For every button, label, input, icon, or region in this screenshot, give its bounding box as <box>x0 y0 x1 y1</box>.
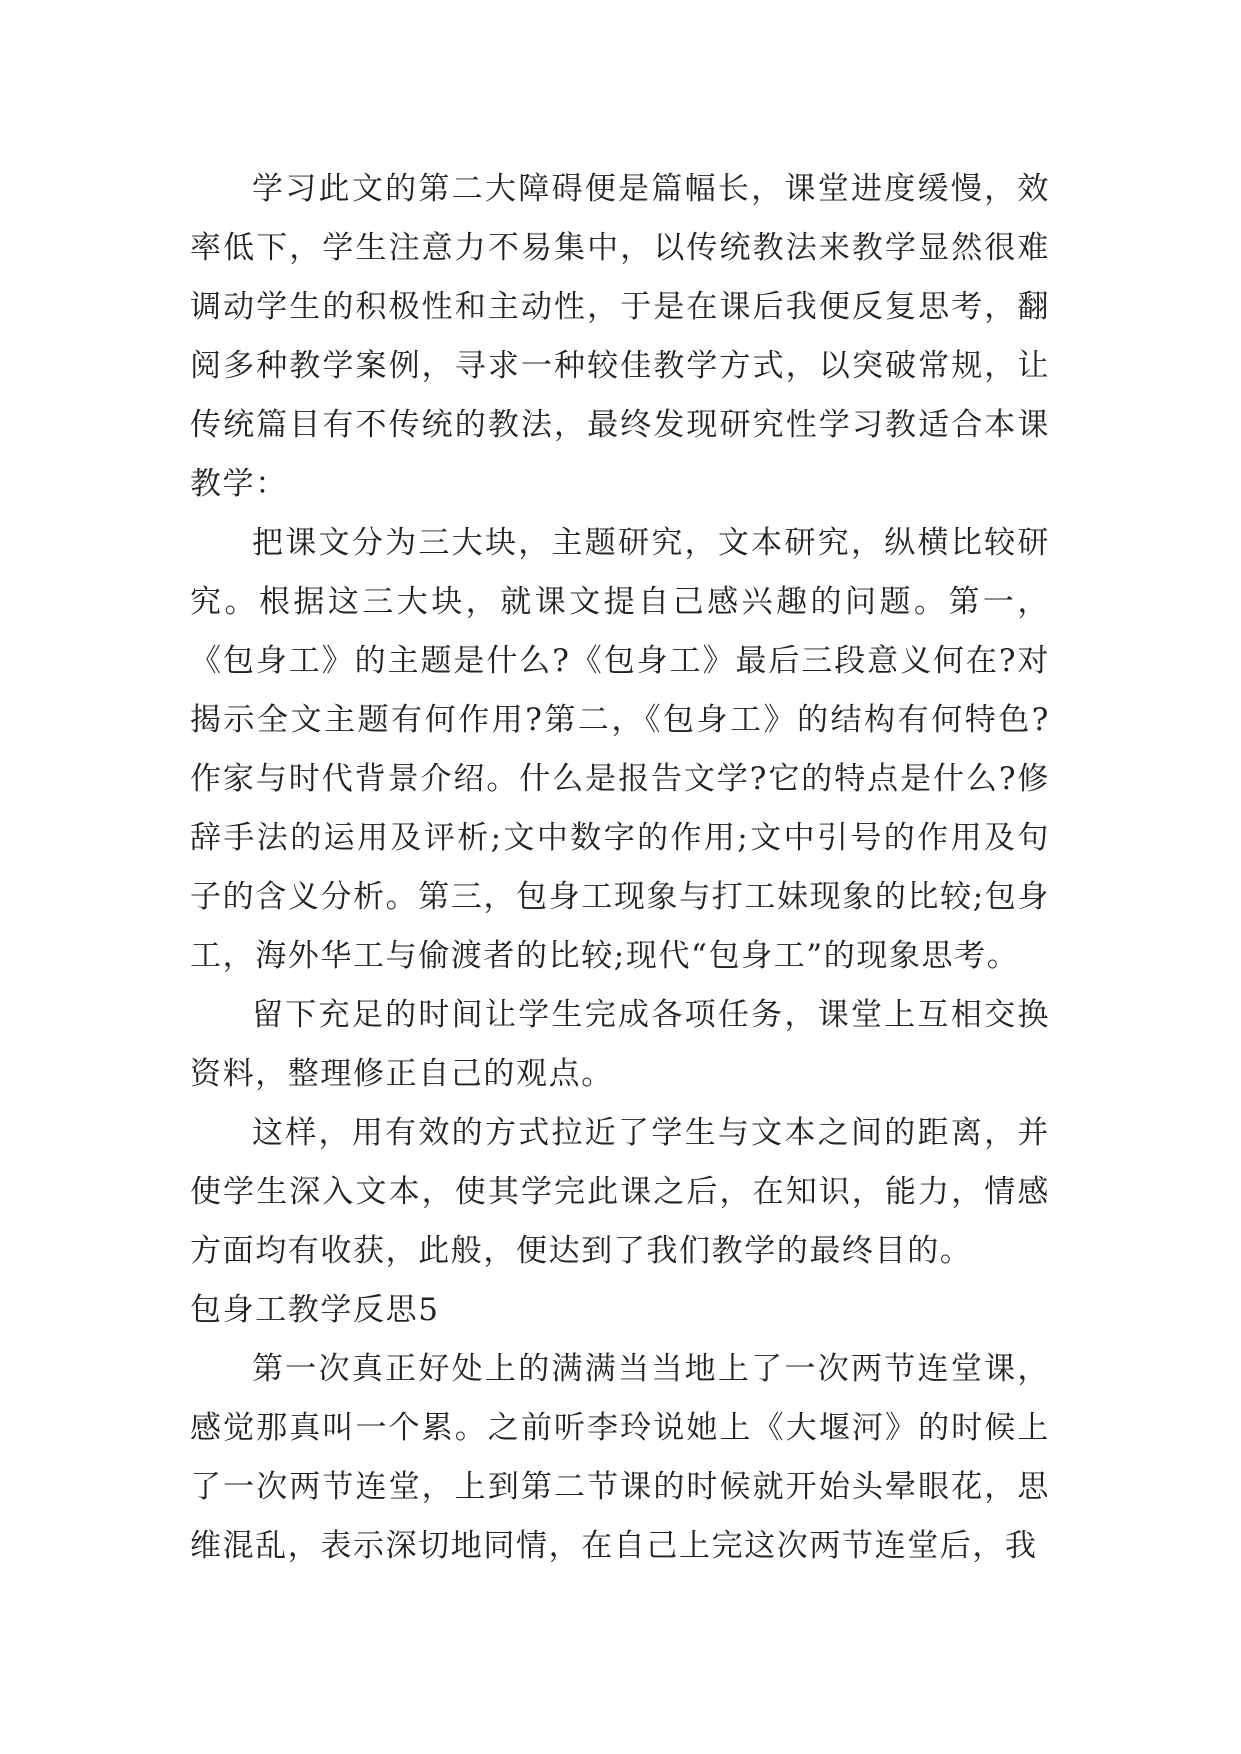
paragraph: 留下充足的时间让学生完成各项任务，课堂上互相交换资料，整理修正自己的观点。 <box>190 997 1050 1092</box>
paragraph: 第一次真正好处上的满满当当地上了一次两节连堂课，感觉那真叫一个累。之前听李玲说她上《大堰河》的时候上了一次两节连堂，上到第二节课的时候就开始头晕眼花，思维混乱，表示深切地同情，在自己上完这次两节连堂后，我 <box>190 1351 1050 1564</box>
paragraph: 学习此文的第二大障碍便是篇幅长，课堂进度缓慢，效率低下，学生注意力不易集中，以传统教法来教学显然很难调动学生的积极性和主动性，于是在课后我便反复思考，翻阅多种教学案例，寻求一种较佳教学方式，以突破常规，让传统篇目有不传统的教法，最终发现研究性学习教适合本课教学： <box>190 171 1050 502</box>
paragraph: 把课文分为三大块，主题研究，文本研究，纵横比较研究。根据这三大块，就课文提自己感兴趣的问题。第一，《包身工》的主题是什么?《包身工》最后三段意义何在?对揭示全文主题有何作用?第二，《包身工》的结构有何特色?作家与时代背景介绍。什么是报告文学?它的特点是什么?修辞手法的运用及评析;文中数字的作用;文中引号的作用及句子的含义分析。第三，包身工现象与打工妹现象的比较;包身工，海外华工与偷渡者的比较;现代“包身工”的现象思考。 <box>190 525 1050 974</box>
paragraph: 这样，用有效的方式拉近了学生与文本之间的距离，并使学生深入文本，使其学完此课之后，在知识，能力，情感方面均有收获，此般，便达到了我们教学的最终目的。 <box>190 1115 1050 1269</box>
section-heading: 包身工教学反思5 <box>190 1292 440 1328</box>
document-page <box>190 160 1050 1576</box>
